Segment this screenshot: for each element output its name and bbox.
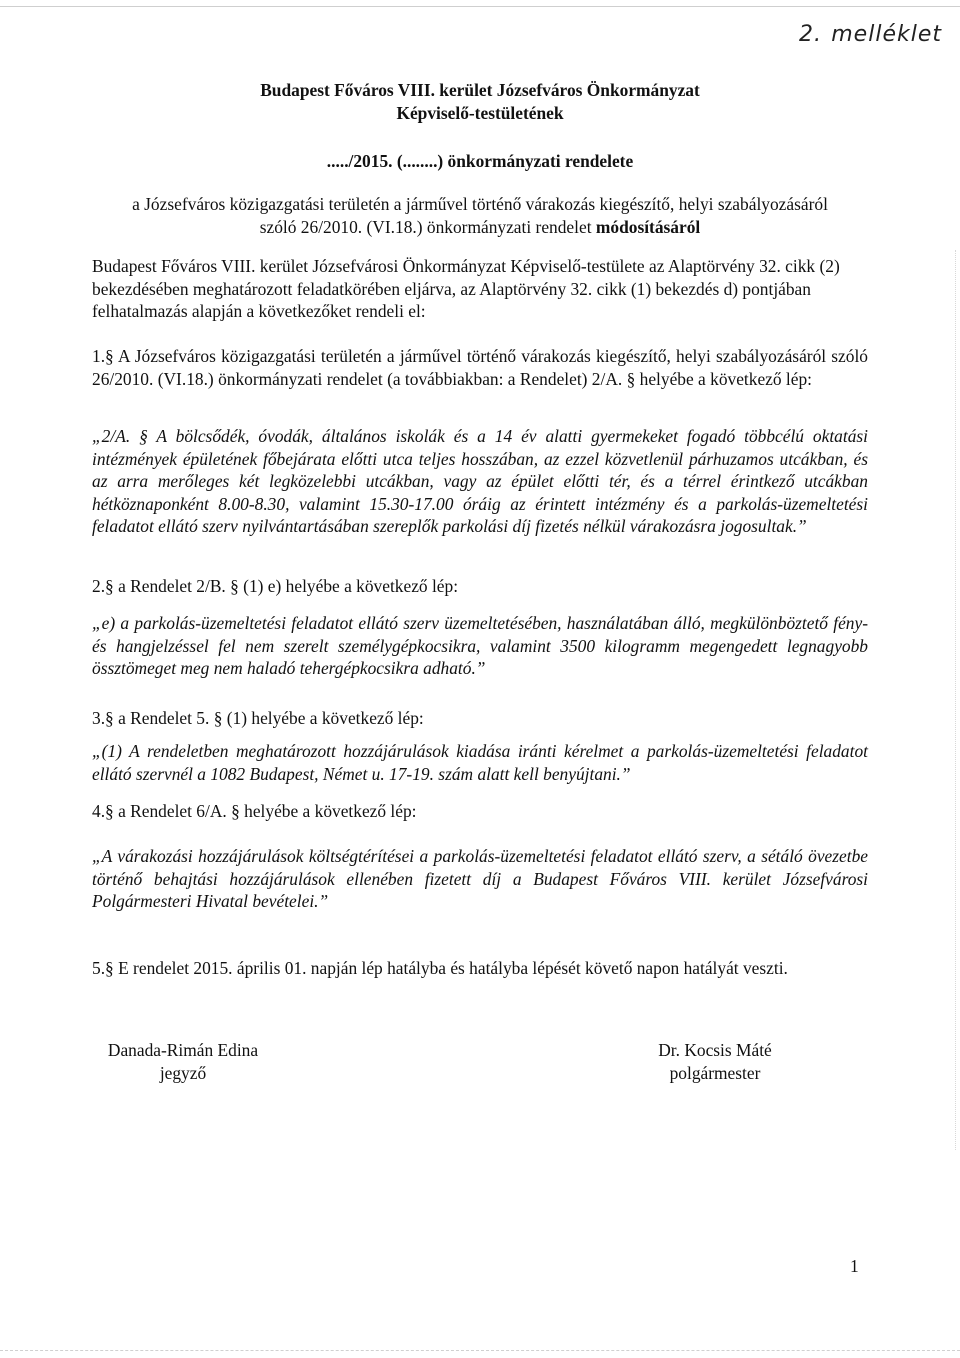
right-scan-edge (955, 250, 956, 1150)
decree-subtitle (92, 193, 868, 238)
signature-right-role: polgármester (669, 1062, 761, 1083)
section-2-quote: „e) a parkolás-üzemeltetési feladatot ellátó szerv üzemeltetésében, használatában álló, megkülönböztető fény- és hangjelzéssel fel nem szerelt személygépkocsikra, valamint 3500 kilogramm megengedett legnagyobb össztömeget meg nem haladó tehergépkocsikra adható.” (92, 613, 868, 678)
signature-right-name: Dr. Kocsis Máté (658, 1040, 772, 1060)
section-1-intro: 1.§ A Józsefváros közigazgatási területén a járművel történő várakozás kiegészítő, helyi szabályozásáról szóló 26/2010. (VI.18.) önkormányzati rendelet (a továbbiakban: a Rendelet) 2/A. § helyébe a következő lép: (92, 346, 868, 389)
preamble: Budapest Főváros VIII. kerület Józsefvárosi Önkormányzat Képviselő-testülete az Alaptörvény 32. cikk (2) bekezdésében meghatározott feladatkörében eljárva, az Alaptörvény 32. cikk (1) bekezdés d) pontjában felhatalmazás alapján a következőket rendeli el: (92, 256, 840, 321)
issuer-line-1: Budapest Főváros VIII. kerület Józsefváros Önkormányzat (260, 80, 700, 100)
section-3-intro: 3.§ a Rendelet 5. § (1) helyébe a következő lép: (92, 708, 424, 728)
section-5: 5.§ E rendelet 2015. április 01. napján lép hatályba és hatályba lépését követő napon hatályát veszti. (92, 958, 788, 978)
decree-title: ...../2015. (........) önkormányzati rendelete (326, 151, 634, 171)
top-scan-edge (0, 6, 960, 7)
signature-right (640, 1039, 790, 1084)
signature-left-name: Danada-Rimán Edina (107, 1040, 259, 1060)
signature-left-role: jegyző (159, 1062, 207, 1083)
section-1-quote: „2/A. § A bölcsődék, óvodák, általános iskolák és a 14 év alatti gyermekeket fogadó többcélú oktatási intézmények épületének főbejárata előtti utca teljes hosszában, az ezzel közvetlenül párhuzamos utcákban, és az arra merőleges két legközelebbi utcákban, vagy az épület előtti tér, és a térrel érintkező utcákban hétköznaponként 8.00-8.30, valamint 15.30-17.00 óráig az érintett intézmény és a parkolás-üzemeltetési feladatot ellátó szerv nyilvántartásában szereplők parkolási díj fizetés nélkül várakozásra jogosultak.” (92, 426, 868, 536)
issuer-line-2: Képviselő-testületének (396, 102, 564, 123)
subtitle-normal: szóló 26/2010. (VI.18.) önkormányzati rendelet (259, 216, 596, 237)
section-3-quote: „(1) A rendeletben meghatározott hozzájárulások kiadása iránti kérelmet a parkolás-üzemeltetési feladatot ellátó szervnél a 1082 Budapest, Német u. 17-19. szám alatt kell benyújtani.” (92, 741, 868, 784)
subtitle-line-1: a Józsefváros közigazgatási területén a járművel történő várakozás kiegészítő, helyi szabályozásáról (132, 194, 828, 214)
handwritten-annotation (799, 18, 942, 48)
bottom-scan-edge (0, 1350, 960, 1351)
section-4-intro: 4.§ a Rendelet 6/A. § helyébe a következő lép: (92, 801, 417, 821)
section-4-quote: „A várakozási hozzájárulások költségtérítései a parkolás-üzemeltetési feladatot ellátó szerv, a sétáló övezetbe történő behajtási hozzájárulások ellenében fizetett díj a Budapest Főváros VIII. kerület Józsefvárosi Polgármesteri Hivatal bevételei.” (92, 846, 868, 911)
issuer-header (92, 79, 868, 124)
section-2-intro: 2.§ a Rendelet 2/B. § (1) e) helyébe a következő lép: (92, 576, 459, 596)
subtitle-line-2 (92, 216, 868, 239)
annotation-number: 2. (798, 22, 822, 47)
signature-left (92, 1039, 274, 1084)
page-number: 1 (850, 1256, 859, 1276)
subtitle-bold: módosításáról (595, 216, 701, 237)
annotation-text: melléklet (831, 22, 942, 47)
